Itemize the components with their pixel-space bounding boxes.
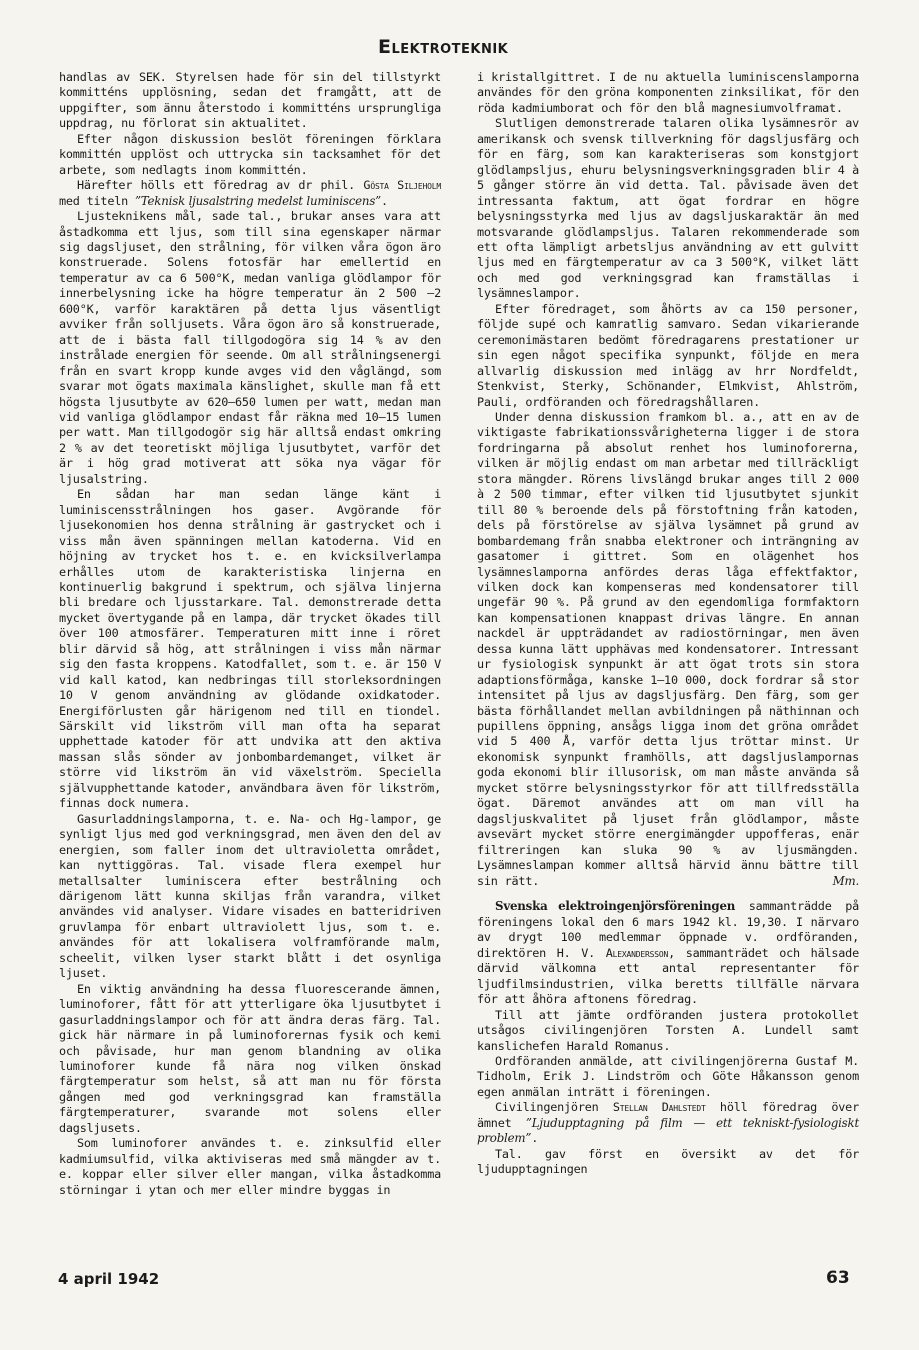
left-column (59, 70, 441, 1198)
text-run: med titeln (59, 193, 135, 208)
paragraph (477, 1008, 859, 1054)
text-run: Alexandersson (605, 945, 669, 960)
paragraph (59, 1136, 441, 1198)
text-run: Stellan Dahlstedt (612, 1100, 706, 1115)
text-run: Till att jämte ordföranden justera protokollet utsågos civilingenjören Torsten A. Lundell samt kanslichefen Harald Romanus. (477, 1007, 859, 1053)
text-run: Som luminoforer användes t. e. zinksulfid eller kadmiumsulfid, vilka aktiviseras med små mängder av t. e. koppar eller silver eller mangan, vilka åstadkomma störningar i ytan och mer eller mindre byggas in (59, 1136, 441, 1197)
text-run: Civilingenjören (495, 1100, 613, 1115)
paragraph (477, 70, 859, 116)
text-run: Mm. (832, 874, 859, 889)
text-run: Ordföranden anmälde, att civilingenjörerna Gustaf M. Tidholm, Erik J. Lindström och Göte Håkansson genom egen anmälan inträtt i föreningen. (477, 1054, 859, 1099)
text-run: Slutligen demonstrerade talaren olika lysämnesrör av amerikansk och svensk tillverkning för dagsljusfärg och för en färg, som kan karakteriseras som konstgjort glödlampsljus, ehuru belysningsverkningsgraden blir 4 à 5 gånger större än vid detta. Tal. påvisade även det intressanta faktum, att ögat fordrar en högre belysningsstyrka med ljus av dagsljuskaraktär än med motsvarande glödlampsljus. Talaren rekommenderade som ett ofta lämpligt arbetsljus användning av ett gulvitt ljus med en färgtemperatur av ca 3 500°K, vilket lätt och med god verkningsgrad kan framställas i lysämneslampor. (477, 116, 859, 301)
paragraph (477, 899, 859, 1007)
text-run: handlas av SEK. Styrelsen hade för sin del tillstyrkt kommitténs upplösning, sedan det framgått, att de uppgifter, som ännu återstodo i kommitténs ursprungliga uppdrag, nu förlorat sin aktualitet. (59, 70, 441, 131)
paragraph (477, 1054, 859, 1100)
paragraph (59, 132, 441, 178)
text-run: ”Ljudupptagning på film — ett tekniskt-fysiologiskt problem” (477, 1115, 860, 1146)
text-run: höll föredrag över ämnet (477, 1100, 859, 1130)
text-run: En sådan har man sedan länge känt i luminiscensstrålningen hos gaser. Avgörande för ljusekonomien hos denna strålning är gastrycket och i viss mån även spänningen mellan katoderna. Vid en höjning av trycket hos t. e. en kvicksilverlampa erhålles utom de karakteristiska linjerna en kontinuerlig bakgrund i spektrum, och själva linjerna bli bredare och ljusstarkare. Tal. demonstrerade detta mycket övertygande på en lampa, där trycket ökades till över 100 atmosfärer. Temperaturen mitt inne i röret blir därvid så hög, att strålningen i viss mån närmar sig den fasta kroppens. Katodfallet, som t. e. är 150 V vid kall katod, kan nedbringas till storleksordningen 10 V genom användning av glödande oxidkatoder. Energiförlusten går härigenom ned till en tiondel. Särskilt vid likström vill man ofta ha separat upphettade katoder för att undvika att den aktiva massan slås sönder av jonbombardemanget, vilket är större vid likström än vid växelström. Speciella självupphettande katoder, användbara även för likström, finnas dock numera. (59, 487, 441, 811)
text-run: . (381, 193, 388, 208)
text-run: , sammanträdet och hälsade därvid välkomna ett antal representanter för ljudfilmsindustrien, vilka beretts tillfälle närvara för att åhöra aftonens föredrag. (477, 945, 859, 1007)
text-run: . (531, 1131, 539, 1146)
paragraph (477, 410, 859, 889)
journal-title: Elektroteknik (378, 36, 509, 58)
paragraph (59, 70, 441, 132)
text-run: ”Teknisk ljusalstring medelst luminiscens” (134, 193, 382, 208)
paragraph (477, 116, 859, 301)
paragraph (59, 982, 441, 1137)
text-run: sammanträdde på föreningens lokal den 6 mars 1942 kl. 19,30. I närvaro av drygt 100 medlemmar öppnade v. ordföranden, direktören H. V. (477, 899, 860, 960)
text-run: Gasurladdningslamporna, t. e. Na- och Hg-lampor, ge synligt ljus med god verkningsgrad, men även den del av energien, som faller inom det ultravioletta området, kan nyttiggöras. Tal. visade flera exempel hur metallsalter luminiscera efter bestrålning och därigenom lätt kunna skiljas från varandra, vilket användes vid analyser. Vidare visades en batteridriven gruvlampa för enbart ultraviolett ljus, som t. e. användes för att lokalisera volframförande malm, scheelit, vilken lyser starkt blått i det osynliga ljuset. (59, 811, 441, 981)
text-run: Efter föredraget, som åhörts av ca 150 personer, följde supé och kamratlig samvaro. Sedan vikarierande ceremonimästaren bedömt föredragarens prestationer ur sin egen något specifika synpunkt, följde en mera allvarlig diskussion med inlägg av hrr Nordfeldt, Stenkvist, Sterky, Schönander, Elmkvist, Ahlström, Pauli, ordföranden och föredragshållaren. (477, 301, 859, 409)
text-run: i kristallgittret. I de nu aktuella luminiscenslamporna användes för den gröna komponenten zinksilikat, för den röda kadmiumborat och för den blå magnesiumvolframat. (477, 70, 859, 115)
text-run: Gösta Siljeholm (363, 178, 442, 193)
paragraph (477, 1100, 859, 1146)
right-column (477, 70, 859, 1178)
text-run: Efter någon diskussion beslöt föreningen förklara kommittén upplöst och uttrycka sin tacksamhet för det arbete, som nedlagts inom kommittén. (59, 131, 441, 177)
paragraph (59, 178, 441, 209)
paragraph (59, 209, 441, 487)
text-run: En viktig användning ha dessa fluorescerande ämnen, luminoforer, fått för att ytterligare öka ljusutbytet i gasurladdningslampor och för att ändra deras färg. Tal. gick här närmare in på luminoforernas fysik och kemi och påvisade, hur man genom blandning av olika luminoforer kunde få nära nog vilken önskad färgtemperatur som helst, så att man nu för första gången med god verkningsgrad kan framställa färgtemperaturer, svarande mot solens eller dagsljusets. (59, 981, 441, 1135)
paragraph (59, 812, 441, 982)
text-run: Svenska elektroingenjörsföreningen (495, 899, 736, 914)
paragraph (59, 487, 441, 812)
paragraph (477, 1147, 859, 1178)
text-run: Under denna diskussion framkom bl. a., att en av de viktigaste fabrikationssvårigheterna ligger i de stora fordringarna på absolut renhet hos luminoforerna, vilken är möjlig endast om man arbetar med tillräckligt stora mängder. Rörens livslängd brukar anges till 2 000 à 2 500 timmar, efter vilken tid ljusutbytet sjunkit till 80 % beroende dels på förstoftning från katoden, dels på förstörelse av själva lysämnet på grund av bombardemang från snabba elektroner och inträngning av gasatomer i gittret. Som en olägenhet hos lysämneslamporna anfördes deras låga effektfaktor, vilken dock kan kompenseras med kondensatorer till ungefär 90 %. På grund av den egendomliga formfaktorn kan kompensationen knappast drivas längre. En annan nackdel är uppträdandet av radiostörningar, men även dessa kunna lätt upphävas med kondensatorer. Intressant ur fysiologisk synpunkt är att ögat trots sin stora adaptionsförmåga, kanske 1—10 000, dock fordrar så stor intensitet på ljus av dagsljusfärg. Den färg, som ger bästa förhållandet mellan avbildningen på näthinnan och pupillens öppning, ansågs ligga inom det gröna området vid 5 400 Å, varför detta ljus tröttar minst. Ur ekonomisk synpunkt framhölls, att dagsljuslampornas goda ekonomi blir illusorisk, om man måste använda så mycket större belysningsstyrkor för att tillfredsställa ögat. Däremot användes att om man vill ha dagsljuskvalitet på ljuset från glödlampor, måste avsevärt mycket större energimängder uppofferas, enär filtreringen kan sluka 90 % av ljusmängden. Lysämneslampan kommer alltså härvid ännu bättre till sin rätt. (477, 409, 859, 888)
page-number: 63 (826, 1268, 850, 1288)
paragraph (477, 302, 859, 410)
section-gap (477, 889, 859, 899)
text-run: Ljusteknikens mål, sade tal., brukar anses vara att åstadkomma ett ljus, som till sina egenskaper närmar sig dagsljuset, den strålning, för vilken våra ögon äro konstruerade. Solens fotosfär har emellertid en temperatur av ca 6 500°K, medan vanliga glödlampor för innerbelysning icke ha högre temperatur än 2 500 —2 600°K, varför karaktären på detta ljus väsentligt avviker från solljusets. Våra ögon äro så konstruerade, att de i bästa fall tillgodogöra sig 14 % av den instrålade energien för seende. Om all strålningsenergi från en svart kropp kunde avges vid den våglängd, som svarar mot ögats maximala känslighet, skulle man få ett högsta ljusutbyte av 620—650 lumen per watt, medan man vid vanliga glödlampor endast får räkna med 10—15 lumen per watt. Man tillgodogör sig här alltså endast omkring 2 % av det teoretiskt möjliga ljusutbytet, varför det är i hög grad motiverat att söka nya vägar för ljusalstring. (59, 209, 441, 486)
text-run: Härefter hölls ett föredrag av dr phil. (77, 178, 364, 193)
issue-date: 4 april 1942 (58, 1270, 160, 1288)
text-run: Tal. gav först en översikt av det för ljudupptagningen (477, 1146, 859, 1177)
